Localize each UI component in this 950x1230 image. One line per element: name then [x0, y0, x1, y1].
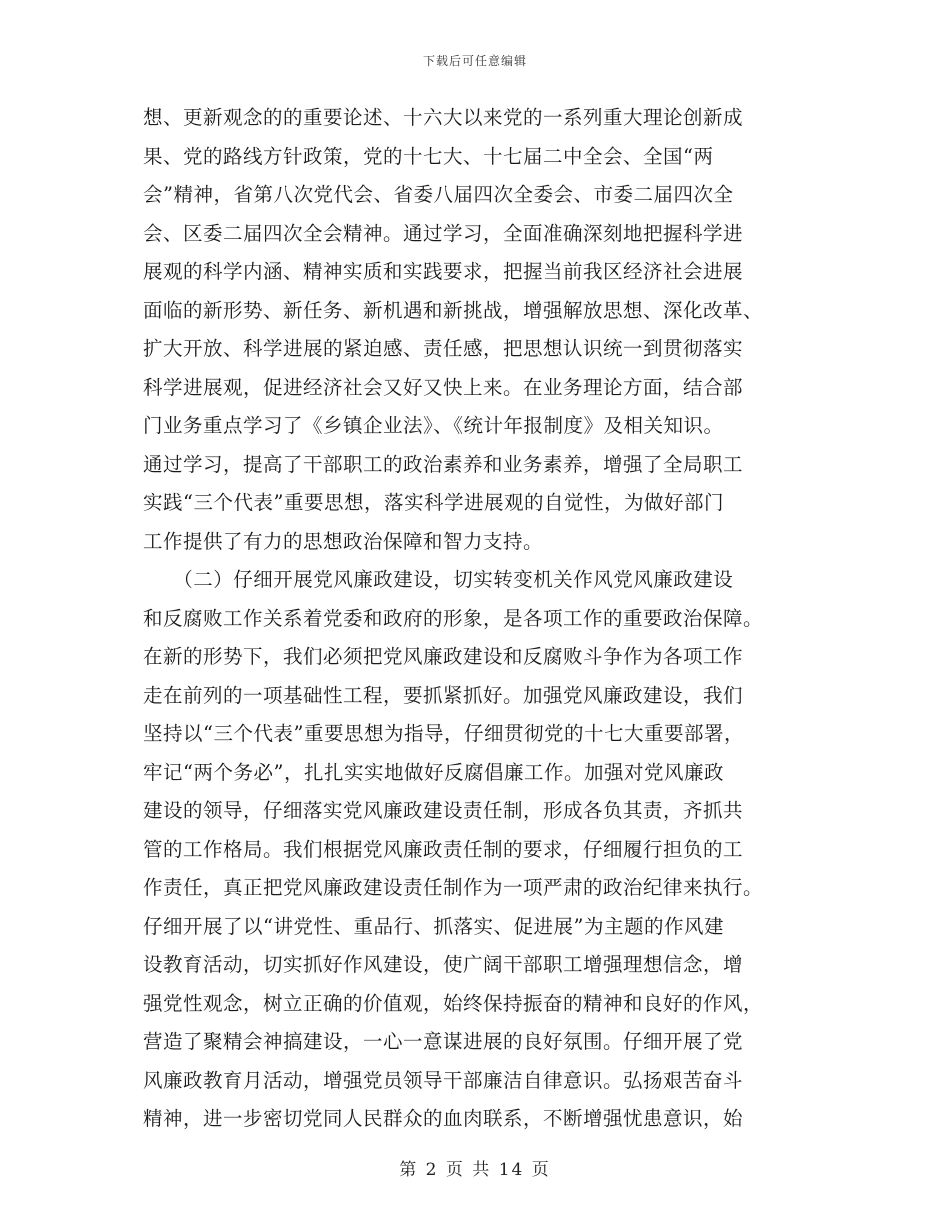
text-line: 会、区委二届四次全会精神。通过学习，全面准确深刻地把握科学进	[143, 221, 744, 245]
text-line: 和反腐败工作关系着党委和政府的形象，是各项工作的重要政治保障。	[143, 606, 764, 630]
document-body	[143, 99, 823, 1139]
text-line: 会”精神，省第八次党代会、省委八届四次全委会、市委二届四次全	[143, 183, 734, 206]
text-line: 坚持以“三个代表”重要思想为指导，仔细贯彻党的十七大重要部署，	[143, 722, 744, 745]
text-line: 精神，进一步密切党同人民群众的血肉联系，不断增强忧患意识，始	[143, 1107, 744, 1130]
text-line: 作责任，真正把党风廉政建设责任制作为一项严肃的政治纪律来执行。	[143, 876, 764, 899]
text-line: 风廉政教育月活动，增强党员领导干部廉洁自律意识。弘扬艰苦奋斗	[143, 1068, 744, 1092]
text-line: 想、更新观念的的重要论述、十六大以来党的一系列重大理论创新成	[143, 106, 744, 129]
page-number-footer: 第 2 页 共 14 页	[399, 1160, 551, 1180]
text-line: 建设的领导，仔细落实党风廉政建设责任制，形成各负其责，齐抓共	[143, 799, 744, 822]
text-line: 管的工作格局。我们根据党风廉政责任制的要求，仔细履行担负的工	[143, 837, 744, 861]
text-line: 面临的新形势、新任务、新机遇和新挑战，增强解放思想、深化改革、	[143, 298, 764, 322]
text-line: 科学进展观，促进经济社会又好又快上来。在业务理论方面，结合部	[143, 375, 744, 399]
text-line: 走在前列的一项基础性工程，要抓紧抓好。加强党风廉政建设，我们	[143, 683, 744, 707]
text-line: 果、党的路线方针政策，党的十七大、十七届二中全会、全国“两	[143, 144, 714, 168]
text-line: 在新的形势下，我们必须把党风廉政建设和反腐败斗争作为各项工作	[143, 645, 744, 668]
text-line: 工作提供了有力的思想政治保障和智力支持。	[143, 529, 544, 553]
text-line: 设教育活动，切实抓好作风建设，使广阔干部职工增强理想信念，增	[143, 953, 744, 976]
section-heading-line: （二）仔细开展党风廉政建设，切实转变机关作风党风廉政建设	[143, 568, 734, 591]
text-line: 展观的科学内涵、精神实质和实践要求，把握当前我区经济社会进展	[143, 260, 744, 283]
text-line: 仔细开展了以“讲党性、重品行、抓落实、促进展”为主题的作风建	[143, 914, 724, 938]
text-line: 牢记“两个务必”，扎扎实实地做好反腐倡廉工作。加强对党风廉政	[143, 760, 724, 784]
header-note: 下载后可任意编辑	[422, 54, 527, 68]
text-line: 强党性观念，树立正确的价值观，始终保持振奋的精神和良好的作风，	[143, 991, 764, 1015]
text-line: 实践“三个代表”重要思想，落实科学进展观的自觉性，为做好部门	[143, 491, 724, 514]
text-line: 扩大开放、科学进展的紧迫感、责任感，把思想认识统一到贯彻落实	[143, 337, 744, 360]
text-line: 门业务重点学习了《乡镇企业法》、《统计年报制度》及相关知识。	[143, 414, 724, 437]
text-line: 营造了聚精会神搞建设，一心一意谋进展的良好氛围。仔细开展了党	[143, 1030, 744, 1053]
text-line: 通过学习，提高了干部职工的政治素养和业务素养，增强了全局职工	[143, 452, 744, 476]
